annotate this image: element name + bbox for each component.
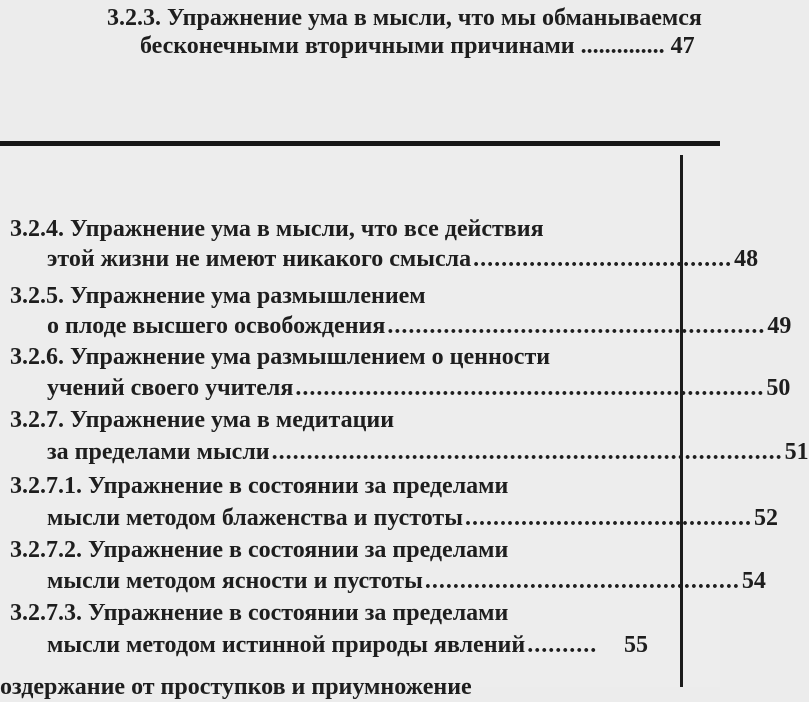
toc-entry-title: 3.2.5. Упражнение ума размышлением xyxy=(10,283,426,309)
toc-leader-dots: ..................................... xyxy=(473,246,733,272)
toc-entry-3-2-5 xyxy=(47,311,792,341)
toc-entry-3-2-6 xyxy=(47,373,791,403)
toc-page-number: 50 xyxy=(766,375,791,401)
toc-entry-text: учений своего учителя xyxy=(47,375,294,401)
toc-page-number: 55 xyxy=(624,632,648,658)
toc-entry-title: 3.2.7. Упражнение ума в медитации xyxy=(10,407,395,433)
toc-leader-dots: ......................................... xyxy=(464,505,752,531)
toc-entry-text: за пределами мысли xyxy=(47,439,270,465)
toc-leader-dots: .......... xyxy=(527,632,598,658)
toc-entry-3-2-7 xyxy=(47,437,809,467)
toc-page-number: 51 xyxy=(784,439,809,465)
toc-entry-3-2-7-3 xyxy=(47,630,648,660)
toc-entry-text: бесконечными вторичными причинами xyxy=(140,33,575,59)
toc-page-number: 47 xyxy=(670,33,695,59)
toc-entry-title: 3.2.4. Упражнение ума в мысли, что все действия xyxy=(10,216,544,242)
toc-entry-text: мысли методом блаженства и пустоты xyxy=(47,505,463,531)
toc-entry-title: 3.2.7.3. Упражнение в состоянии за пределами xyxy=(10,600,509,626)
toc-leader-dots: ...................................................... xyxy=(387,313,766,339)
toc-leader-dots: .............. xyxy=(580,33,665,59)
toc-page-number: 48 xyxy=(734,246,759,272)
toc-entry-title: 3.2.3. Упражнение ума в мысли, что мы обманываемся xyxy=(107,5,702,31)
toc-entry-title: 3.2.7.1. Упражнение в состоянии за пределами xyxy=(10,473,509,499)
toc-entry-text: мысли методом истинной природы явлений xyxy=(47,632,526,658)
toc-entry-cut-off: оздержание от проступков и приумножение xyxy=(0,674,472,700)
toc-page-number: 52 xyxy=(753,505,778,531)
toc-entry-title: 3.2.7.2. Упражнение в состоянии за пределами xyxy=(10,537,509,563)
toc-page-number: 49 xyxy=(767,313,792,339)
toc-page-number: 54 xyxy=(741,568,766,594)
toc-leader-dots: ................................................................... xyxy=(295,375,765,401)
toc-leader-dots: ............................................. xyxy=(424,568,740,594)
toc-entry-3-2-4 xyxy=(47,244,759,274)
toc-entry-3-2-7-2 xyxy=(47,566,766,596)
toc-leader-dots: ......................................................................... xyxy=(271,439,783,465)
toc-entry-title: 3.2.6. Упражнение ума размышлением о ценности xyxy=(10,344,551,370)
toc-entry-text: этой жизни не имеют никакого смысла xyxy=(47,246,472,272)
toc-entry-text: мысли методом ясности и пустоты xyxy=(47,568,423,594)
toc-entry-text: о плоде высшего освобождения xyxy=(47,313,386,339)
toc-entry-3-2-7-1 xyxy=(47,503,778,533)
